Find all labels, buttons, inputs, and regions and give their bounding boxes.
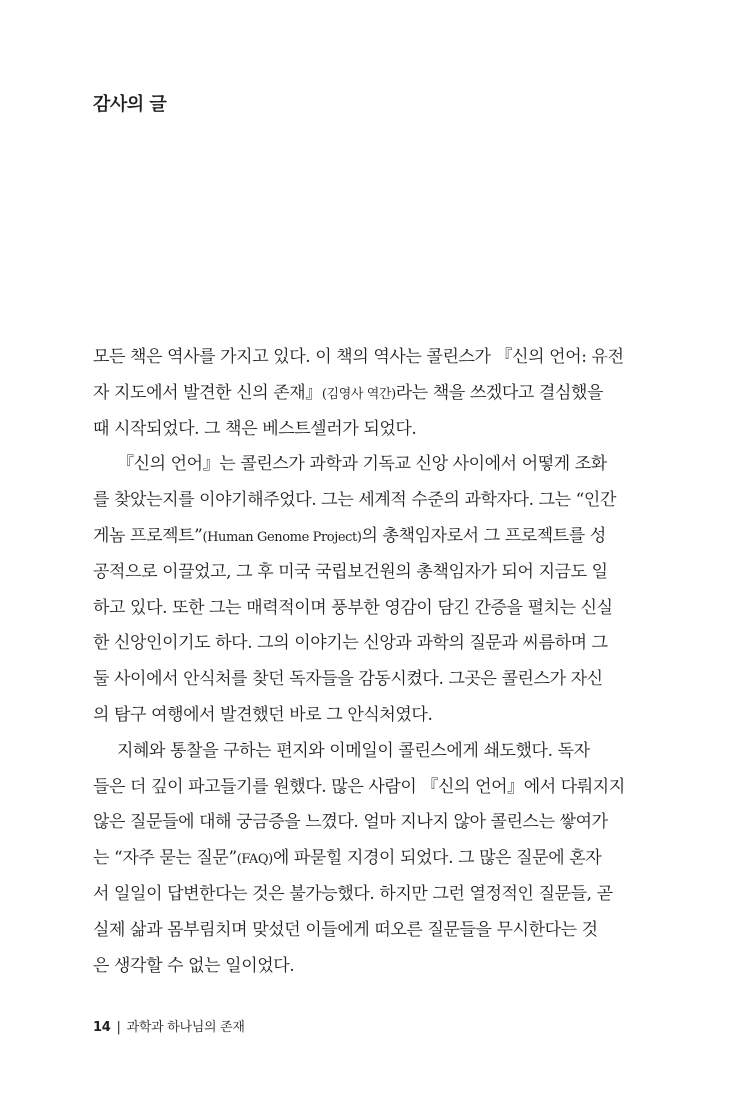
text-line: 들은 더 깊이 파고들기를 원했다. 많은 사람이 『신의 언어』에서 다뤄지지 [93,776,625,797]
text-line: 서 일일이 답변한다는 것은 불가능했다. 하지만 그런 열정적인 질문들, 곧 [93,883,613,904]
text-fragment: 에 파묻힐 지경이 되었다. 그 많은 질문에 혼자 [272,848,602,869]
text-fragment: 게놈 프로젝트” [93,525,203,546]
translator-note: (김영사 역간) [321,386,396,402]
text-line: 모든 책은 역사를 가지고 있다. 이 책의 역사는 콜린스가 『신의 언어: 유전 [93,347,624,367]
text-line: 때 시작되었다. 그 책은 베스트셀러가 되었다. [93,418,417,439]
page-number: 14 [93,1020,111,1035]
abbreviation-note: (FAQ) [236,852,273,868]
text-line: 은 생각할 수 없는 일이었다. [93,955,295,976]
english-term-note: (Human Genome Project) [202,529,362,545]
text-fragment: 라는 책을 쓰겠다고 결심했을 [395,382,604,403]
running-title: 과학과 하나님의 존재 [126,1020,245,1035]
text-line: 를 찾았는지를 이야기해주었다. 그는 세계적 수준의 과학자다. 그는 “인간 [93,490,616,511]
text-line [93,841,657,877]
body-text [93,340,657,984]
text-line: 않은 질문들에 대해 궁금증을 느꼈다. 얼마 지나지 않아 콜린스는 쌓여가 [93,812,608,833]
text-fragment: 의 총책임자로서 그 프로젝트를 성 [361,525,606,546]
footer-separator: | [116,1020,121,1035]
text-line: 『신의 언어』는 콜린스가 과학과 기독교 신앙 사이에서 어떻게 조화 [117,454,607,475]
text-line: 하고 있다. 또한 그는 매력적이며 풍부한 영감이 담긴 간증을 펼치는 신실 [93,597,613,618]
text-line: 공적으로 이끌었고, 그 후 미국 국립보건원의 총책임자가 되어 지금도 일 [93,561,608,582]
text-line: 한 신앙인이기도 하다. 그의 이야기는 신앙과 과학의 질문과 씨름하며 그 [93,633,608,654]
text-fragment: 는 “자주 묻는 질문” [93,848,237,869]
text-line: 둘 사이에서 안식처를 찾던 독자들을 감동시켰다. 그곳은 콜린스가 자신 [93,669,603,690]
section-heading: 감사의 글 [93,94,167,115]
text-line: 의 탐구 여행에서 발견했던 바로 그 안식처였다. [93,704,433,725]
text-line [93,376,657,412]
text-line [93,519,657,555]
text-fragment: 자 지도에서 발견한 신의 존재』 [93,382,322,403]
text-line: 실제 삶과 몸부림치며 맞섰던 이들에게 떠오른 질문들을 무시한다는 것 [93,919,598,940]
text-line: 지혜와 통찰을 구하는 편지와 이메일이 콜린스에게 쇄도했다. 독자 [117,740,590,761]
page-footer [93,1020,245,1036]
